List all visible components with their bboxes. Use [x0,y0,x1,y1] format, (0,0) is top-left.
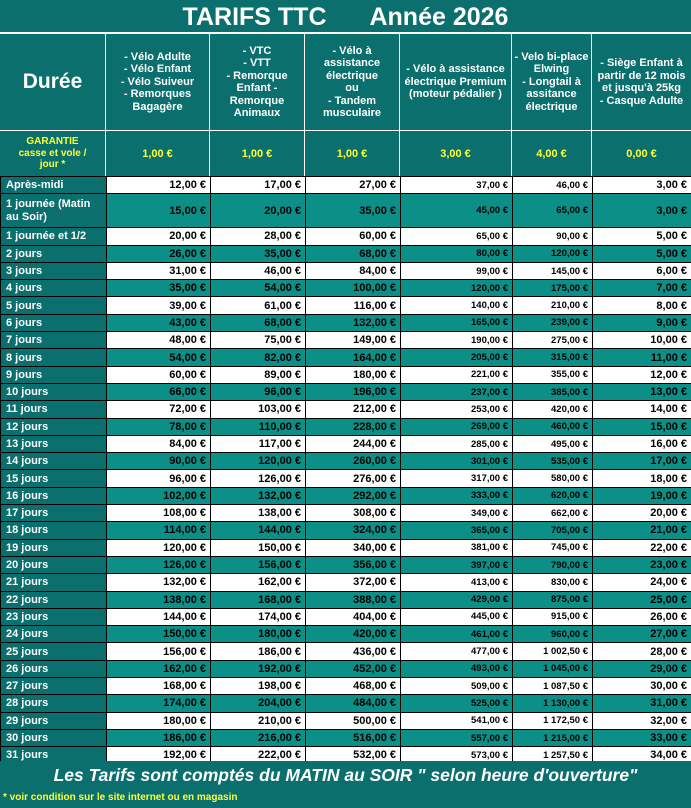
price-cell: 276,00 € [306,470,401,487]
price-cell: 198,00 € [211,678,306,695]
price-cell: 404,00 € [306,608,401,625]
table-row [1,314,691,331]
table-row [1,435,691,452]
price-cell: 25,00 € [593,591,691,608]
price-cell: 11,00 € [593,349,691,366]
price-cell: 17,00 € [593,453,691,470]
price-cell: 260,00 € [306,453,401,470]
price-cell: 244,00 € [306,435,401,452]
price-cell: 35,00 € [211,245,306,262]
price-cell: 5,00 € [593,228,691,245]
header-col-elwing: - Velo bi-place Elwing - Longtail à assitance électrique [512,34,592,130]
price-cell: 960,00 € [513,626,593,643]
price-cell: 132,00 € [107,574,211,591]
price-cell: 381,00 € [401,539,513,556]
price-cell: 7,00 € [593,280,691,297]
price-cell: 385,00 € [513,383,593,400]
price-cell: 110,00 € [211,418,306,435]
guarantee-label: GARANTIE casse et vole / jour * [0,131,106,176]
row-duration-label: 20 jours [1,556,107,573]
price-cell: 114,00 € [107,522,211,539]
price-cell: 132,00 € [306,314,401,331]
price-cell: 165,00 € [401,314,513,331]
price-cell: 34,00 € [593,747,691,764]
price-cell: 355,00 € [513,366,593,383]
price-cell: 140,00 € [401,297,513,314]
table-row [1,245,691,262]
price-cell: 356,00 € [306,556,401,573]
price-cell: 493,00 € [401,660,513,677]
price-cell: 138,00 € [211,505,306,522]
price-cell: 253,00 € [401,401,513,418]
price-cell: 27,00 € [593,626,691,643]
price-cell: 3,00 € [593,194,691,228]
table-row [1,660,691,677]
price-cell: 535,00 € [513,453,593,470]
price-cell: 102,00 € [107,487,211,504]
price-cell: 66,00 € [107,383,211,400]
row-duration-label: 5 jours [1,297,107,314]
table-row [1,262,691,279]
price-cell: 54,00 € [107,349,211,366]
table-row [1,401,691,418]
header-col-vae-premium: - Vélo à assistance électrique Premium (moteur pédalier ) [400,34,512,130]
price-cell: 18,00 € [593,470,691,487]
price-cell: 35,00 € [306,194,401,228]
price-table-body [1,177,691,765]
price-cell: 452,00 € [306,660,401,677]
price-cell: 192,00 € [211,660,306,677]
price-cell: 525,00 € [401,695,513,712]
price-cell: 6,00 € [593,262,691,279]
table-row [1,366,691,383]
price-cell: 29,00 € [593,660,691,677]
row-duration-label: 24 jours [1,626,107,643]
price-cell: 180,00 € [107,712,211,729]
price-cell: 23,00 € [593,556,691,573]
price-cell: 164,00 € [306,349,401,366]
price-cell: 116,00 € [306,297,401,314]
header-col-vtc: - VTC - VTT - Remorque Enfant - Remorque Animaux [210,34,305,130]
price-cell: 33,00 € [593,729,691,746]
price-cell: 39,00 € [107,297,211,314]
price-cell: 144,00 € [211,522,306,539]
price-cell: 120,00 € [211,453,306,470]
price-cell: 436,00 € [306,643,401,660]
price-table [0,176,691,765]
table-row [1,349,691,366]
price-cell: 65,00 € [401,228,513,245]
price-cell: 477,00 € [401,643,513,660]
price-cell: 28,00 € [593,643,691,660]
row-duration-label: 2 jours [1,245,107,262]
table-row [1,729,691,746]
price-cell: 484,00 € [306,695,401,712]
table-row [1,712,691,729]
price-cell: 180,00 € [211,626,306,643]
price-cell: 221,00 € [401,366,513,383]
price-cell: 349,00 € [401,505,513,522]
price-cell: 174,00 € [211,608,306,625]
row-duration-label: 17 jours [1,505,107,522]
price-cell: 30,00 € [593,678,691,695]
guarantee-row [0,130,691,176]
price-cell: 20,00 € [211,194,306,228]
table-row [1,643,691,660]
price-cell: 156,00 € [107,643,211,660]
price-cell: 90,00 € [513,228,593,245]
table-row [1,608,691,625]
table-row [1,418,691,435]
price-cell: 228,00 € [306,418,401,435]
table-row [1,194,691,228]
price-cell: 89,00 € [211,366,306,383]
price-cell: 12,00 € [107,177,211,194]
row-duration-label: 19 jours [1,539,107,556]
price-cell: 461,00 € [401,626,513,643]
price-cell: 22,00 € [593,539,691,556]
table-row [1,470,691,487]
table-row [1,177,691,194]
price-cell: 103,00 € [211,401,306,418]
price-cell: 372,00 € [306,574,401,591]
price-cell: 117,00 € [211,435,306,452]
price-cell: 20,00 € [107,228,211,245]
price-cell: 308,00 € [306,505,401,522]
row-duration-label: 14 jours [1,453,107,470]
row-duration-label: 27 jours [1,678,107,695]
price-cell: 915,00 € [513,608,593,625]
price-cell: 1 257,50 € [513,747,593,764]
price-cell: 3,00 € [593,177,691,194]
price-cell: 1 130,00 € [513,695,593,712]
price-cell: 78,00 € [107,418,211,435]
price-cell: 120,00 € [107,539,211,556]
row-duration-label: 12 jours [1,418,107,435]
price-cell: 162,00 € [211,574,306,591]
price-cell: 96,00 € [107,470,211,487]
price-cell: 126,00 € [107,556,211,573]
price-cell: 120,00 € [513,245,593,262]
price-cell: 174,00 € [107,695,211,712]
price-cell: 495,00 € [513,435,593,452]
price-cell: 20,00 € [593,505,691,522]
price-cell: 830,00 € [513,574,593,591]
price-cell: 420,00 € [513,401,593,418]
price-cell: 190,00 € [401,332,513,349]
table-row [1,453,691,470]
row-duration-label: 7 jours [1,332,107,349]
price-cell: 324,00 € [306,522,401,539]
price-cell: 875,00 € [513,591,593,608]
price-cell: 138,00 € [107,591,211,608]
price-cell: 210,00 € [211,712,306,729]
price-cell: 180,00 € [306,366,401,383]
price-cell: 196,00 € [306,383,401,400]
price-cell: 580,00 € [513,470,593,487]
price-cell: 420,00 € [306,626,401,643]
price-cell: 108,00 € [107,505,211,522]
price-cell: 301,00 € [401,453,513,470]
price-cell: 573,00 € [401,747,513,764]
price-cell: 705,00 € [513,522,593,539]
price-cell: 68,00 € [211,314,306,331]
price-cell: 144,00 € [107,608,211,625]
table-row [1,383,691,400]
price-cell: 45,00 € [401,194,513,228]
guarantee-value: 1,00 € [305,131,400,176]
price-cell: 292,00 € [306,487,401,504]
price-cell: 149,00 € [306,332,401,349]
price-cell: 8,00 € [593,297,691,314]
row-duration-label: 15 jours [1,470,107,487]
row-duration-label: 30 jours [1,729,107,746]
price-cell: 126,00 € [211,470,306,487]
price-cell: 388,00 € [306,591,401,608]
price-cell: 186,00 € [211,643,306,660]
price-cell: 32,00 € [593,712,691,729]
price-cell: 532,00 € [306,747,401,764]
price-cell: 237,00 € [401,383,513,400]
price-cell: 16,00 € [593,435,691,452]
row-duration-label: 9 jours [1,366,107,383]
row-duration-label: 3 jours [1,262,107,279]
price-cell: 65,00 € [513,194,593,228]
price-cell: 28,00 € [211,228,306,245]
price-cell: 13,00 € [593,383,691,400]
price-cell: 46,00 € [211,262,306,279]
price-cell: 315,00 € [513,349,593,366]
price-cell: 269,00 € [401,418,513,435]
row-duration-label: Après-midi [1,177,107,194]
table-row [1,678,691,695]
table-row [1,487,691,504]
title-bar [0,0,691,34]
price-cell: 5,00 € [593,245,691,262]
price-cell: 60,00 € [107,366,211,383]
price-cell: 150,00 € [211,539,306,556]
page-year: Année 2026 [369,3,509,31]
row-duration-label: 23 jours [1,608,107,625]
price-cell: 60,00 € [306,228,401,245]
price-cell: 397,00 € [401,556,513,573]
header-col-velo-adulte: - Vélo Adulte - Vélo Enfant - Vélo Suiveur - Remorques Bagagère [106,34,210,130]
row-duration-label: 31 jours [1,747,107,764]
price-cell: 31,00 € [593,695,691,712]
table-header [0,34,691,130]
price-cell: 168,00 € [211,591,306,608]
footer-condition: * voir condition sur le site internet ou en magasin [0,789,691,808]
price-cell: 24,00 € [593,574,691,591]
guarantee-value: 3,00 € [400,131,512,176]
footer-note: Les Tarifs sont comptés du MATIN au SOIR " selon heure d'ouverture" [0,761,691,789]
price-cell: 80,00 € [401,245,513,262]
price-cell: 84,00 € [107,435,211,452]
price-cell: 620,00 € [513,487,593,504]
row-duration-label: 29 jours [1,712,107,729]
price-cell: 31,00 € [107,262,211,279]
price-cell: 516,00 € [306,729,401,746]
price-cell: 509,00 € [401,678,513,695]
price-cell: 10,00 € [593,332,691,349]
row-duration-label: 8 jours [1,349,107,366]
price-cell: 468,00 € [306,678,401,695]
row-duration-label: 18 jours [1,522,107,539]
price-cell: 1 087,50 € [513,678,593,695]
price-cell: 365,00 € [401,522,513,539]
price-cell: 275,00 € [513,332,593,349]
price-cell: 745,00 € [513,539,593,556]
price-cell: 557,00 € [401,729,513,746]
header-duree: Durée [0,34,106,130]
price-cell: 1 002,50 € [513,643,593,660]
price-cell: 82,00 € [211,349,306,366]
row-duration-label: 1 journée (Matin au Soir) [1,194,107,228]
table-row [1,228,691,245]
page-title: TARIFS TTC [182,3,327,31]
table-row [1,556,691,573]
price-cell: 662,00 € [513,505,593,522]
table-row [1,280,691,297]
price-cell: 340,00 € [306,539,401,556]
row-duration-label: 21 jours [1,574,107,591]
guarantee-value: 1,00 € [210,131,305,176]
price-cell: 333,00 € [401,487,513,504]
price-cell: 14,00 € [593,401,691,418]
row-duration-label: 13 jours [1,435,107,452]
price-cell: 61,00 € [211,297,306,314]
price-cell: 54,00 € [211,280,306,297]
price-cell: 26,00 € [107,245,211,262]
row-duration-label: 22 jours [1,591,107,608]
price-cell: 15,00 € [107,194,211,228]
price-cell: 186,00 € [107,729,211,746]
table-row [1,505,691,522]
price-cell: 27,00 € [306,177,401,194]
guarantee-value: 4,00 € [512,131,592,176]
row-duration-label: 4 jours [1,280,107,297]
price-cell: 21,00 € [593,522,691,539]
price-cell: 68,00 € [306,245,401,262]
price-cell: 162,00 € [107,660,211,677]
price-cell: 192,00 € [107,747,211,764]
price-cell: 90,00 € [107,453,211,470]
header-col-vae: - Vélo à assistance électrique ou - Tandem musculaire [305,34,400,130]
price-cell: 317,00 € [401,470,513,487]
guarantee-value: 1,00 € [106,131,210,176]
table-row [1,539,691,556]
row-duration-label: 6 jours [1,314,107,331]
price-cell: 96,00 € [211,383,306,400]
price-cell: 175,00 € [513,280,593,297]
price-cell: 239,00 € [513,314,593,331]
table-row [1,297,691,314]
price-cell: 1 215,00 € [513,729,593,746]
price-cell: 84,00 € [306,262,401,279]
price-cell: 460,00 € [513,418,593,435]
price-cell: 413,00 € [401,574,513,591]
price-cell: 37,00 € [401,177,513,194]
price-cell: 43,00 € [107,314,211,331]
price-cell: 790,00 € [513,556,593,573]
row-duration-label: 26 jours [1,660,107,677]
guarantee-value: 0,00 € [626,147,657,160]
price-cell: 222,00 € [211,747,306,764]
table-row [1,626,691,643]
price-cell: 99,00 € [401,262,513,279]
table-row [1,522,691,539]
row-duration-label: 16 jours [1,487,107,504]
price-cell: 210,00 € [513,297,593,314]
price-cell: 212,00 € [306,401,401,418]
price-cell: 48,00 € [107,332,211,349]
price-cell: 150,00 € [107,626,211,643]
price-cell: 216,00 € [211,729,306,746]
price-cell: 541,00 € [401,712,513,729]
row-duration-label: 25 jours [1,643,107,660]
price-cell: 1 172,50 € [513,712,593,729]
header-col-siege-casque: - Siège Enfant à partir de 12 mois et jusqu'à 25kg - Casque Adulte [597,57,686,107]
row-duration-label: 10 jours [1,383,107,400]
price-cell: 168,00 € [107,678,211,695]
price-cell: 46,00 € [513,177,593,194]
table-row [1,695,691,712]
price-cell: 204,00 € [211,695,306,712]
price-cell: 19,00 € [593,487,691,504]
price-cell: 17,00 € [211,177,306,194]
price-cell: 12,00 € [593,366,691,383]
table-row [1,332,691,349]
price-cell: 500,00 € [306,712,401,729]
price-cell: 15,00 € [593,418,691,435]
price-cell: 26,00 € [593,608,691,625]
price-cell: 132,00 € [211,487,306,504]
price-cell: 1 045,00 € [513,660,593,677]
price-cell: 9,00 € [593,314,691,331]
price-cell: 72,00 € [107,401,211,418]
table-row [1,591,691,608]
price-cell: 145,00 € [513,262,593,279]
price-cell: 429,00 € [401,591,513,608]
table-row [1,574,691,591]
row-duration-label: 28 jours [1,695,107,712]
price-cell: 445,00 € [401,608,513,625]
row-duration-label: 1 journée et 1/2 [1,228,107,245]
price-cell: 35,00 € [107,280,211,297]
price-cell: 120,00 € [401,280,513,297]
price-cell: 205,00 € [401,349,513,366]
price-cell: 100,00 € [306,280,401,297]
price-cell: 75,00 € [211,332,306,349]
row-duration-label: 11 jours [1,401,107,418]
price-cell: 285,00 € [401,435,513,452]
price-cell: 156,00 € [211,556,306,573]
